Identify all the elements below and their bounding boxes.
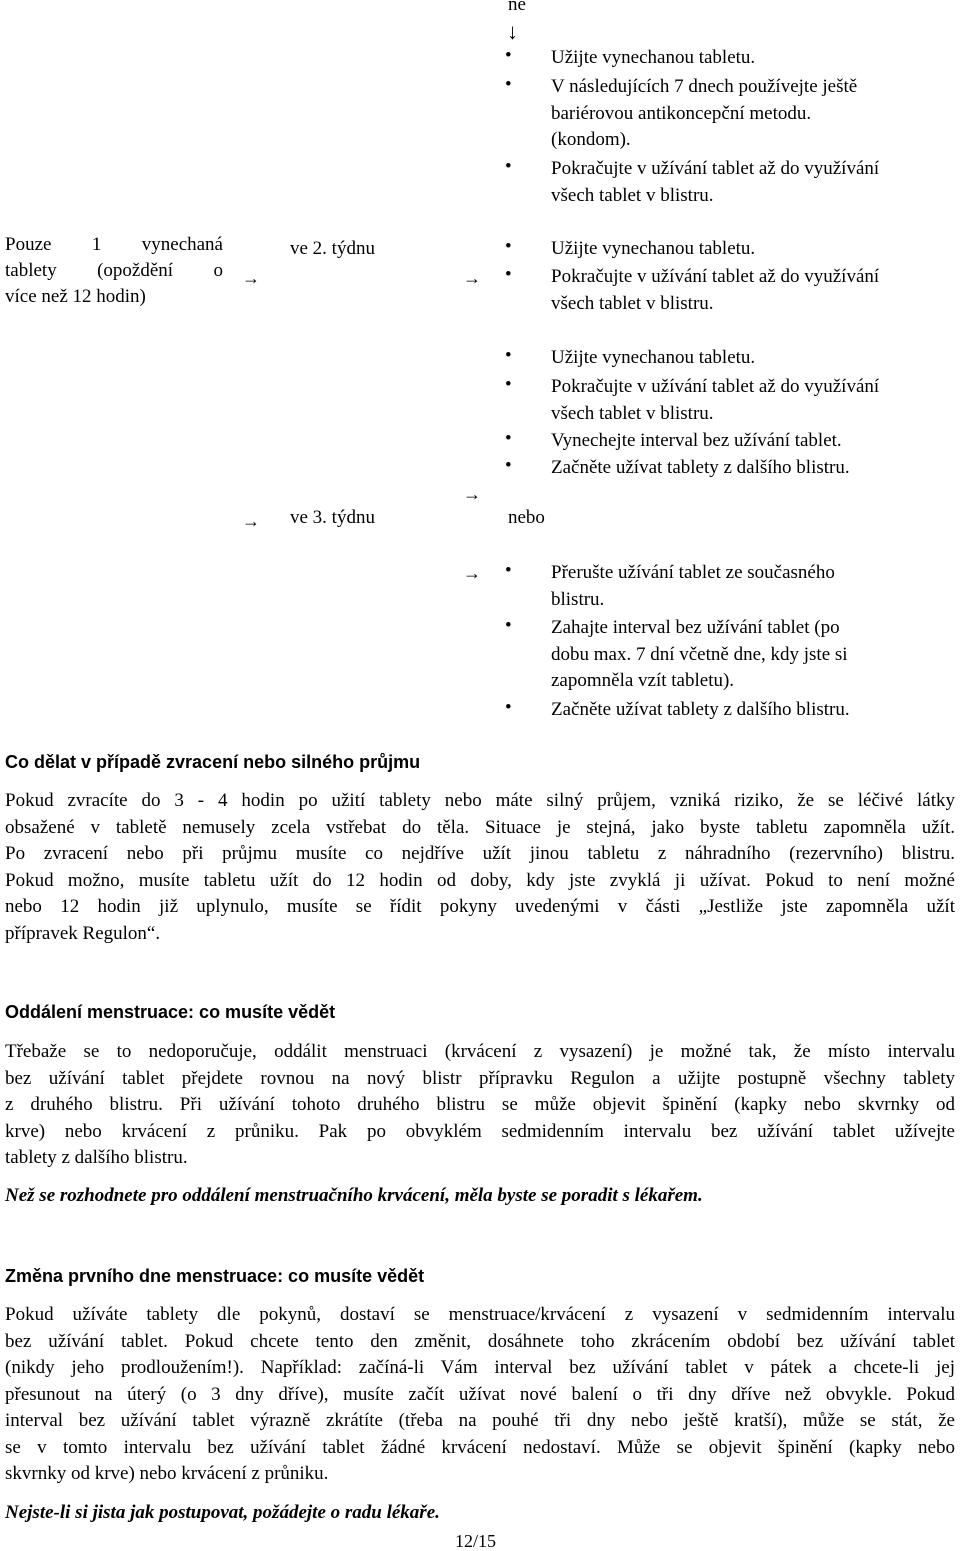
- instruction-text: [551, 455, 960, 482]
- bullet-icon: •: [505, 345, 512, 366]
- bullet-icon: •: [505, 455, 512, 476]
- or-label: nebo: [508, 507, 545, 528]
- case-label: [5, 232, 223, 310]
- instruction-line: Zahajte interval bez užívání tablet (po: [551, 617, 840, 638]
- instruction-text: [551, 697, 960, 724]
- instruction-line: Přerušte užívání tablet ze současného: [551, 562, 835, 583]
- right-arrow-icon: →: [242, 511, 260, 531]
- instruction-line: blistru.: [551, 588, 605, 610]
- paragraph-line: tablety z dalšího blistru.: [5, 1147, 188, 1168]
- section-heading-delay: Oddálení menstruace: co musíte vědět: [5, 1002, 336, 1022]
- paragraph-line: bez užívání tablet. Pokud chcete tento den změnit, dosáhnete toho zkrácením období bez užívání tablet: [5, 1330, 955, 1352]
- instruction-line: všech tablet v blistru.: [551, 184, 714, 206]
- instruction-line: Pokračujte v užívání tablet až do využívání: [551, 158, 880, 179]
- bullet-icon: •: [505, 428, 512, 449]
- bullet-icon: •: [505, 264, 512, 285]
- paragraph-line: Pokud užíváte tablety dle pokynů, dostaví se menstruace/krvácení z vysazení v sedmidenním intervalu: [5, 1304, 955, 1325]
- paragraph-line: krve) nebo krvácení z průniku. Pak po obvyklém sedmidenním intervalu bez užívání tablet užívejte: [5, 1120, 955, 1142]
- paragraph-line: interval bez užívání tablet výrazně zkrátíte (třeba na pouhé tři dny nebo ještě kratší), může se stát, že: [5, 1410, 955, 1431]
- instruction-text: [551, 560, 960, 613]
- section-heading-change: Změna prvního dne menstruace: co musíte vědět: [5, 1266, 425, 1286]
- instruction-text: [551, 45, 960, 72]
- instruction-line: dobu max. 7 dní včetně dne, kdy jste si: [551, 643, 848, 665]
- instruction-text: [551, 615, 960, 695]
- instruction-line: všech tablet v blistru.: [551, 402, 714, 424]
- paragraph-line: skvrnky od krve) nebo krvácení z průniku.: [5, 1463, 329, 1484]
- bullet-icon: •: [505, 560, 512, 581]
- right-arrow-icon: →: [463, 268, 481, 288]
- instruction-text: [551, 264, 960, 317]
- right-arrow-icon: →: [463, 484, 481, 504]
- instruction-text: [551, 374, 960, 427]
- bullet-icon: •: [505, 74, 512, 95]
- case-line: Pouze 1 vynechaná: [5, 234, 223, 255]
- paragraph-line: Po zvracení nebo při průjmu musíte co nejdříve užít jinou tabletu z náhradního (rezervního) blistru.: [5, 843, 955, 864]
- label-ne: ne: [508, 0, 526, 15]
- right-arrow-icon: →: [242, 268, 260, 288]
- instruction-line: Užijte vynechanou tabletu.: [551, 238, 756, 259]
- paragraph-line: bez užívání tablet přejdete rovnou na nový blistr přípravku Regulon a užijte postupně všechny tablety: [5, 1067, 955, 1089]
- bullet-icon: •: [505, 236, 512, 257]
- instruction-text: [551, 156, 960, 209]
- paragraph-line: Pokud zvracíte do 3 - 4 hodin po užití tablety nebo máte silný průjem, vzniká riziko, že se léčivé látky: [5, 790, 955, 811]
- bullet-icon: •: [505, 374, 512, 395]
- instruction-text: [551, 428, 960, 455]
- paragraph-line: obsažené v tabletě nemusely zcela vstřebat do těla. Situace je stejná, jako byste tabletu zapomněla užít.: [5, 816, 955, 838]
- instruction-line: Začněte užívat tablety z dalšího blistru.: [551, 457, 850, 478]
- paragraph-change: [5, 1302, 955, 1488]
- paragraph-line: Třebaže se to nedoporučuje, oddálit menstruaci (krvácení z vysazení) je možné tak, že místo intervalu: [5, 1041, 955, 1062]
- down-arrow-icon: ↓: [507, 19, 518, 44]
- instruction-line: V následujících 7 dnech používejte ještě: [551, 76, 858, 97]
- paragraph-line: se v tomto intervalu bez užívání tablet žádné krvácení nedostaví. Může se objevit špinění (kapky nebo: [5, 1436, 955, 1458]
- instruction-line: Užijte vynechanou tabletu.: [551, 347, 756, 368]
- instruction-line: bariérovou antikoncepční metodu.: [551, 102, 812, 124]
- section-heading-vomiting: Co dělat v případě zvracení nebo silného průjmu: [5, 752, 421, 772]
- case-line: tablety (opoždění o: [5, 260, 223, 281]
- bullet-icon: •: [505, 697, 512, 718]
- paragraph-line: Pokud možno, musíte tabletu užít do 12 hodin od doby, kdy jste zvyklá ji užívat. Pokud to není možné: [5, 869, 955, 891]
- paragraph-line: přesunout na úterý (o 3 dny dříve), musíte začít užívat nové balení o tři dny dříve než obvykle. Pokud: [5, 1383, 955, 1405]
- instruction-text: [551, 74, 960, 154]
- week-2-label: ve 2. týdnu: [290, 238, 375, 259]
- instruction-line: Pokračujte v užívání tablet až do využívání: [551, 376, 880, 397]
- change-note: Nejste-li si jista jak postupovat, požádejte o radu lékaře.: [5, 1502, 440, 1523]
- paragraph-vomiting: [5, 788, 955, 947]
- bullet-icon: •: [505, 615, 512, 636]
- instruction-line: Pokračujte v užívání tablet až do využívání: [551, 266, 880, 287]
- paragraph-delay: [5, 1039, 955, 1172]
- instruction-text: [551, 345, 960, 372]
- right-arrow-icon: →: [463, 563, 481, 583]
- paragraph-line: nebo 12 hodin již uplynulo, musíte se řídit pokyny uvedenými v části „Jestliže jste zapomněla užít: [5, 896, 955, 917]
- case-line: více než 12 hodin): [5, 286, 146, 307]
- week-3-label: ve 3. týdnu: [290, 507, 375, 528]
- paragraph-line: přípravek Regulon“.: [5, 922, 161, 944]
- page-number: 12/15: [455, 1531, 497, 1551]
- instruction-line: (kondom).: [551, 129, 631, 150]
- instruction-line: všech tablet v blistru.: [551, 292, 714, 314]
- instruction-line: Vynechejte interval bez užívání tablet.: [551, 430, 842, 451]
- bullet-icon: •: [505, 45, 512, 66]
- paragraph-line: z druhého blistru. Při užívání tohoto druhého blistru se může objevit špinění (kapky nebo skvrnky od: [5, 1094, 955, 1115]
- instruction-line: Začněte užívat tablety z dalšího blistru.: [551, 699, 850, 720]
- paragraph-line: (nikdy jeho prodloužením!). Například: začíná-li Vám interval bez užívání tablet v pátek a chcete-li jej: [5, 1357, 955, 1378]
- delay-note: Než se rozhodnete pro oddálení menstruačního krvácení, měla byste se poradit s lékařem.: [5, 1185, 703, 1206]
- instruction-line: zapomněla vzít tabletu).: [551, 670, 735, 691]
- bullet-icon: •: [505, 156, 512, 177]
- instruction-line: Užijte vynechanou tabletu.: [551, 47, 756, 68]
- instruction-text: [551, 236, 960, 263]
